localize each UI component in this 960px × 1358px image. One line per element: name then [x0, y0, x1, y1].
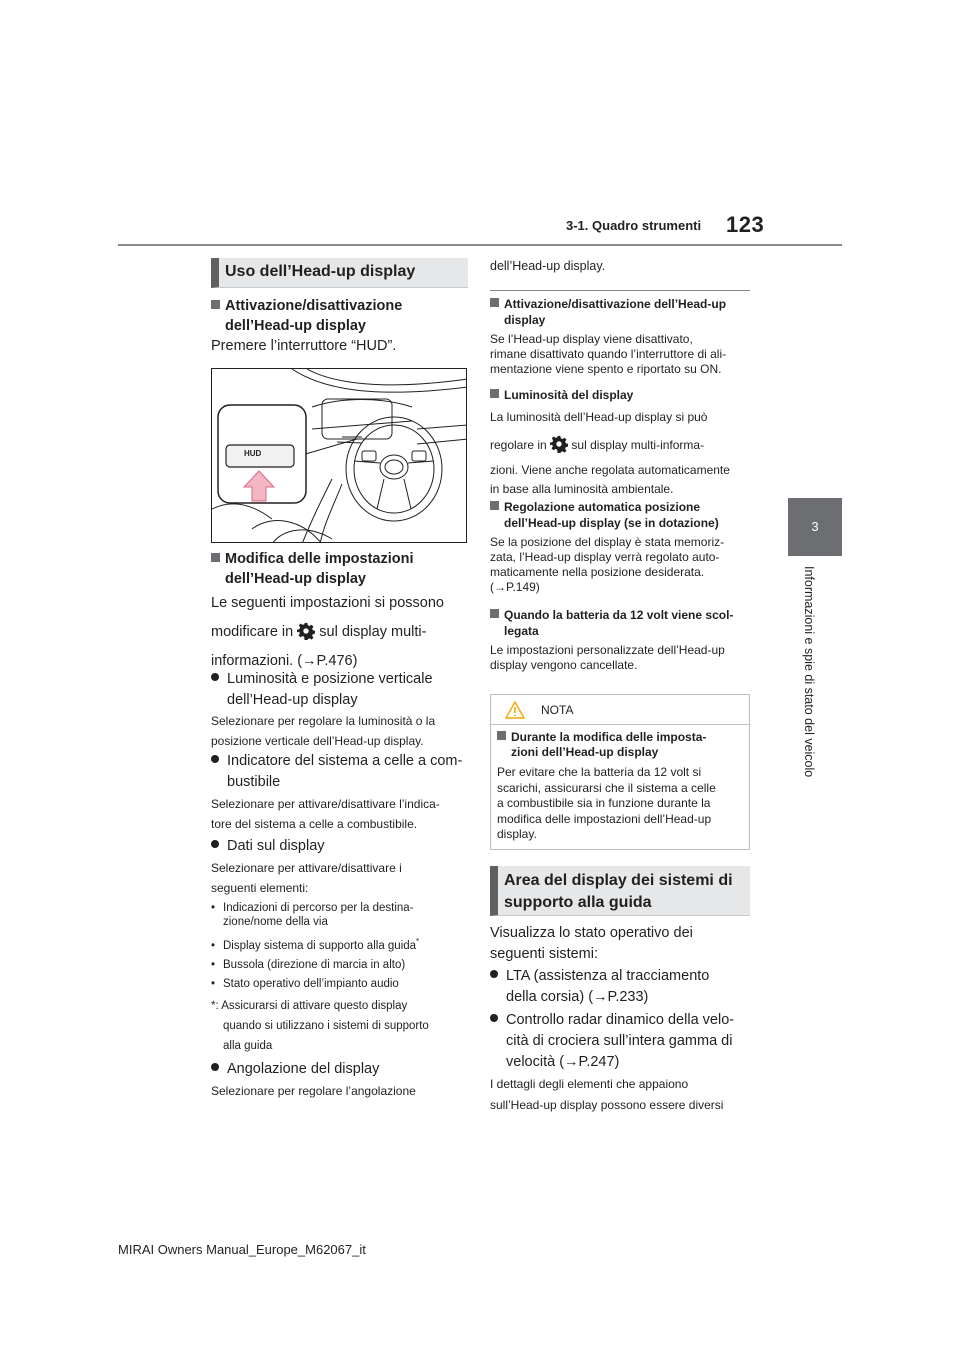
- note-text-activation: Se l’Head-up display viene disattivato, rimane disattivato quando l’interruttore di ali- mentazione viene spento e riportato su ON.: [490, 332, 727, 376]
- square-bullet-icon: [490, 501, 499, 510]
- square-bullet-icon: [490, 609, 499, 618]
- subheading-settings: Modifica delle impostazioni dell’Head-up display: [211, 549, 414, 589]
- bullet-dot-icon: [490, 1014, 498, 1022]
- section-label: 3-1. Quadro strumenti: [566, 218, 702, 233]
- section-heading-hud-use: Uso dell’Head-up display: [211, 258, 468, 288]
- activation-text: Premere l’interruttore “HUD”.: [211, 338, 397, 354]
- note-heading-activation: Attivazione/disattivazione dell’Head-up display: [490, 296, 726, 328]
- note-text-brightness: La luminosità dell’Head-up display si può regolare in sul display multi-informa- zioni. Viene anche regolata automaticamente in base alla luminosità ambientale.: [490, 410, 730, 496]
- chapter-title-vertical: Informazioni e spie di stato del veicolo: [802, 566, 816, 778]
- square-bullet-icon: [497, 731, 506, 740]
- fuel-cell-desc: Selezionare per attivare/disattivare l’indica- tore del sistema a celle a combustibile.: [211, 797, 440, 831]
- divider: [490, 290, 750, 291]
- header-rule: [118, 244, 842, 246]
- bullet-radar-cruise: Controllo radar dinamico della velo- cità di crociera sull’intera gamma di velocità (→P.247): [490, 1010, 734, 1073]
- square-bullet-icon: [211, 553, 220, 562]
- subheading-activation: Attivazione/disattivazione dell’Head-up display: [211, 296, 402, 336]
- bullet-dot-icon: [211, 755, 219, 763]
- page-number: 123: [726, 212, 765, 237]
- bullet-dot-icon: [211, 673, 219, 681]
- angle-desc: Selezionare per regolare l’angolazione: [211, 1084, 416, 1098]
- list-item: • Stato operativo dell’impianto audio: [211, 977, 399, 990]
- nota-box: [490, 694, 750, 850]
- list-item: • Display sistema di supporto alla guida*: [211, 937, 420, 952]
- continued-text: dell’Head-up display.: [490, 259, 606, 273]
- nota-label: NOTA: [541, 703, 574, 717]
- square-bullet-icon: [490, 298, 499, 307]
- list-item: zione/nome della via: [223, 916, 328, 928]
- nota-heading: Durante la modifica delle imposta- zioni dell’Head-up display: [497, 730, 706, 760]
- footnote: *: Assicurarsi di attivare questo display quando si utilizzano i sistemi di supporto alla guida: [211, 1000, 429, 1052]
- section-heading-driving-support: Area del display dei sistemi di supporto alla guida: [490, 866, 750, 916]
- nota-text: Per evitare che la batteria da 12 volt si scarichi, assicurarsi che il sistema a celle a combustibile sia in funzione durante la modifica delle impostazioni dell’Head-up display.: [497, 765, 716, 841]
- hud-switch-illustration: [211, 368, 467, 543]
- bullet-display-angle: Angolazione del display: [211, 1059, 379, 1080]
- footer-manual-id: MIRAI Owners Manual_Europe_M62067_it: [118, 1242, 366, 1257]
- note-text-auto-position: Se la posizione del display è stata memoriz- zata, l’Head-up display verrà regolato auto- maticamente nella posizione desiderata. (→P.149): [490, 535, 725, 594]
- driving-support-intro: Visualizza lo stato operativo dei seguenti sistemi:: [490, 925, 693, 962]
- bullet-display-data: Dati sul display: [211, 836, 325, 857]
- note-heading-brightness: Luminosità del display: [490, 387, 633, 403]
- driving-support-end: I dettagli degli elementi che appaiono sull’Head-up display possono essere diversi: [490, 1077, 724, 1112]
- note-text-battery: Le impostazioni personalizzate dell’Head-up display vengono cancellate.: [490, 643, 725, 672]
- bullet-lta: LTA (assistenza al tracciamento della corsia) (→P.233): [490, 966, 709, 1008]
- bullet-brightness-position: Luminosità e posizione verticale dell’Head-up display: [211, 669, 433, 711]
- gear-icon: [550, 435, 568, 453]
- list-item: • Indicazioni di percorso per la destina-: [211, 902, 414, 914]
- nota-header: [491, 695, 749, 725]
- bullet-dot-icon: [211, 840, 219, 848]
- square-bullet-icon: [490, 389, 499, 398]
- note-heading-battery: Quando la batteria da 12 volt viene scol- legata: [490, 607, 733, 639]
- bullet-dot-icon: [211, 1063, 219, 1071]
- brightness-desc: Selezionare per regolare la luminosità o la posizione verticale dell’Head-up display.: [211, 714, 436, 748]
- bullet-dot-icon: [490, 970, 498, 978]
- bullet-fuel-cell-indicator: Indicatore del sistema a celle a com- bustibile: [211, 751, 462, 793]
- square-bullet-icon: [211, 300, 220, 309]
- settings-text: Le seguenti impostazioni si possono modificare in sul display multi- informazioni. (→P.476): [211, 595, 444, 669]
- chapter-tab[interactable]: 3: [788, 498, 842, 556]
- display-data-list: [211, 901, 471, 991]
- gear-icon: [297, 622, 315, 640]
- list-item: • Bussola (direzione di marcia in alto): [211, 958, 406, 971]
- hud-button-label[interactable]: HUD: [244, 449, 262, 458]
- warning-triangle-icon: [505, 701, 525, 719]
- display-data-desc: Selezionare per attivare/disattivare i seguenti elementi:: [211, 861, 402, 895]
- note-heading-auto-position: Regolazione automatica posizione dell’Head-up display (se in dotazione): [490, 499, 719, 531]
